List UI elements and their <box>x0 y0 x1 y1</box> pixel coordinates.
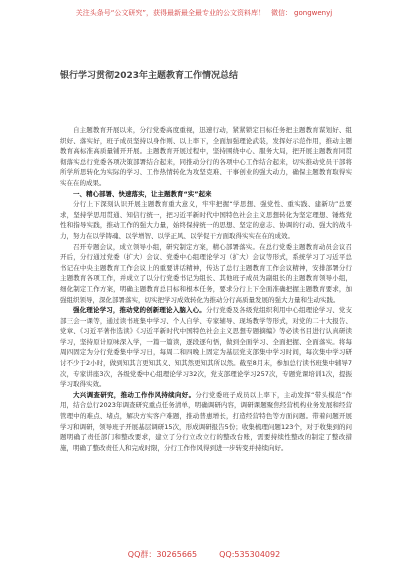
wechat-label: 微信： <box>271 9 293 17</box>
paragraph-text: 分行上下深刻认识开展主题教育重大意义，牢牢把握“学思想、强党性、重实践、建新功”总要求，坚持学思用贯通、知信行统一，把习近平新时代中国特色社会主义思想转化为坚定理想、锤炼党性和指导实践，推动工作的强大力量，始终保持统一的思想、坚定的意志、协调的行动、强大的战斗力，努力在以学铸魂、以学增智、以学正风、以学促干方面取得实实在在的成效。 <box>60 200 352 240</box>
body-paragraph <box>60 305 352 390</box>
paragraph-text: 召开专题会议，成立领导小组，研究制定方案，精心部署落实。在总行党委主题教育动员会议召开后，分行通过党委（扩大）会议、党委中心组理论学习（扩大）会议等形式，系统学习了习近平总书记在中央主题教育工作会议上的重要讲话精神，传达了总行主题教育工作会议精神，安排部署分行主题教育各项工作，并成立了以分行党委书记为组长、其他班子成员为副组长的主题教育领导小组，细化制定工作方案，明确主题教育总目标和根本任务，要求分行上下全面准确把握主题教育要求，加强组织领导，深化部署落实，切实把学习成效转化为推动分行高质量发展的强大力量和生动实践。 <box>60 242 352 304</box>
qq-number: QQ:535304092 <box>219 549 281 559</box>
body-paragraph <box>60 390 352 454</box>
body-paragraph <box>60 199 352 241</box>
qq-group: QQ群：30265665 <box>127 549 198 559</box>
body-paragraph <box>60 242 352 306</box>
footer <box>0 544 408 564</box>
paragraph-lead: 大兴调查研究，推动工作作风持续向好。 <box>73 390 196 399</box>
wechat-id: gongwenyj <box>294 9 333 17</box>
paragraph-text: 一、精心部署、快速落实，让主题教育“实”起来 <box>73 189 212 198</box>
body-paragraph <box>60 125 352 189</box>
paragraph-text: 分行党委班子成员以上率下，主动发挥“带头模范”作用，结合总行2023年调查研究重点任务清单，明确调研内容，调研课题聚焦经营机构业务发展和经营管理中的难点、堵点，解决方实客户难题，推动普惠增长，打造经营特色等方面问题。带着问题开展学习和调研，领导班子开展基层调研15次，形成调研报告5份；收集梳理问题123个，对于收集到的问题明确了责任部门和整改要求，建立了分行立改立行的整改台账，需要持续性整改的制定了整改措施，明确了整改责任人和完成时限，分行工作作风得到进一步转变并持续向好。 <box>60 390 352 452</box>
top-banner <box>0 0 408 26</box>
document-title: 银行学习贯彻2023年主题教育工作情况总结 <box>60 71 239 81</box>
paragraph-lead: 强化理论学习，推动党的创新理论入脑入心。 <box>73 306 206 315</box>
document-body <box>60 125 352 453</box>
section-heading <box>60 189 352 200</box>
promo-text: 关注头条号“公文研究”，获得最新最全最专业的公文资料库！ <box>75 9 266 17</box>
paragraph-text: 自主题教育开展以来，分行党委高度重视，迅速行动，紧紧锁定目标任务把主题教育谋划好、组织好、落实好，班子成员坚持以身作则、以上率下，全面加强理论武装，发挥好示范作用，推动主题教育高标准高质量铺开开展。主题教育开展过程中，坚持围绕中心、服务大局，把开展主题教育同贯彻落实总行党委各项决策部署结合起来，同推动分行的各项中心工作结合起来，切实推动党员干部将所学所思转化为实际的学习、工作热情转化为攻坚克难、干事创业的强大动力，确保主题教育取得实实在在的成果。 <box>60 126 352 187</box>
paragraph-text: 分行党委及各级党组织利用中心组理论学习、党支部三会一课等，通过读书班集中学习、个人自学、专家辅导、现场教学等形式，对党的二十大报告、党章、《习近平著作选读》《习近平新时代中国特色社会主义思想专题摘编》等必读书目进行认真研读学习，坚持原计原味深入学，一篇一篇读，逐段逐句悟，做到全面学习、全面把握、全面落实。将每周四固定为分行党委集中学习日，每周二和四晚上固定为基层党支部集中学习时间，每次集中学习研讨不少于2小时，做到知其言更知其义、知其然更知其所以然。截至8月末，参加总行读书班集中辅导7次，专家讲座3次，各级党委中心组理论学习32次，党支部理论学习257次，专题党课培训1次，提振学习取得实效。 <box>60 306 353 389</box>
